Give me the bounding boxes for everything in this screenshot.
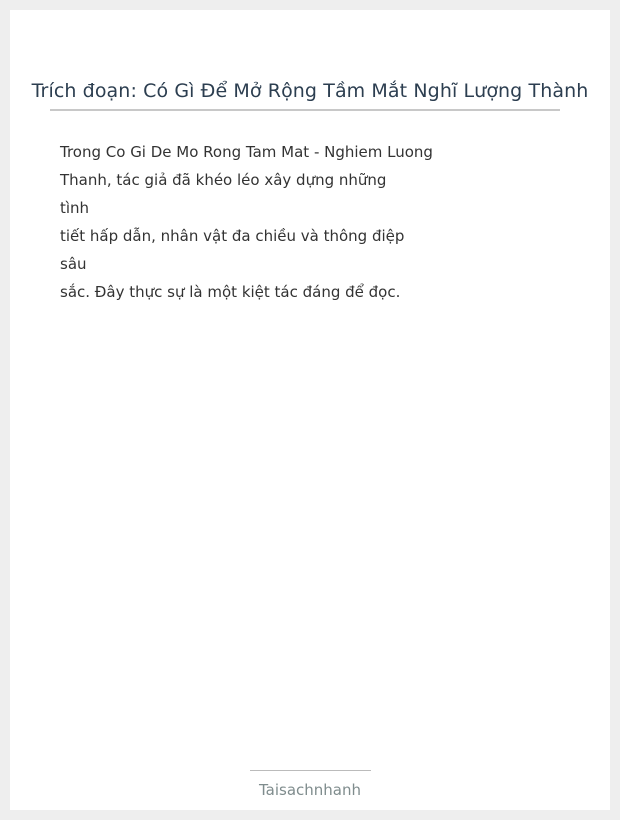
title-divider [50,109,560,111]
paragraph-line: tình [60,199,90,217]
paragraph-line: Thanh, tác giả đã khéo léo xây dựng những [60,171,387,189]
footer-divider [250,770,371,771]
page-title: Trích đoạn: Có Gì Để Mở Rộng Tầm Mắt Nghĩ Lượng Thành [31,80,589,102]
paragraph-line: sâu [60,255,87,273]
paragraph-line: tiết hấp dẫn, nhân vật đa chiều và thông điệp [60,227,405,245]
excerpt-paragraph [60,138,480,306]
document-page [10,10,610,810]
footer-brand: Taisachnhanh [258,781,362,799]
paragraph-line: Trong Co Gi De Mo Rong Tam Mat - Nghiem Luong [60,143,433,161]
paragraph-line: sắc. Đây thực sự là một kiệt tác đáng để đọc. [60,283,401,301]
